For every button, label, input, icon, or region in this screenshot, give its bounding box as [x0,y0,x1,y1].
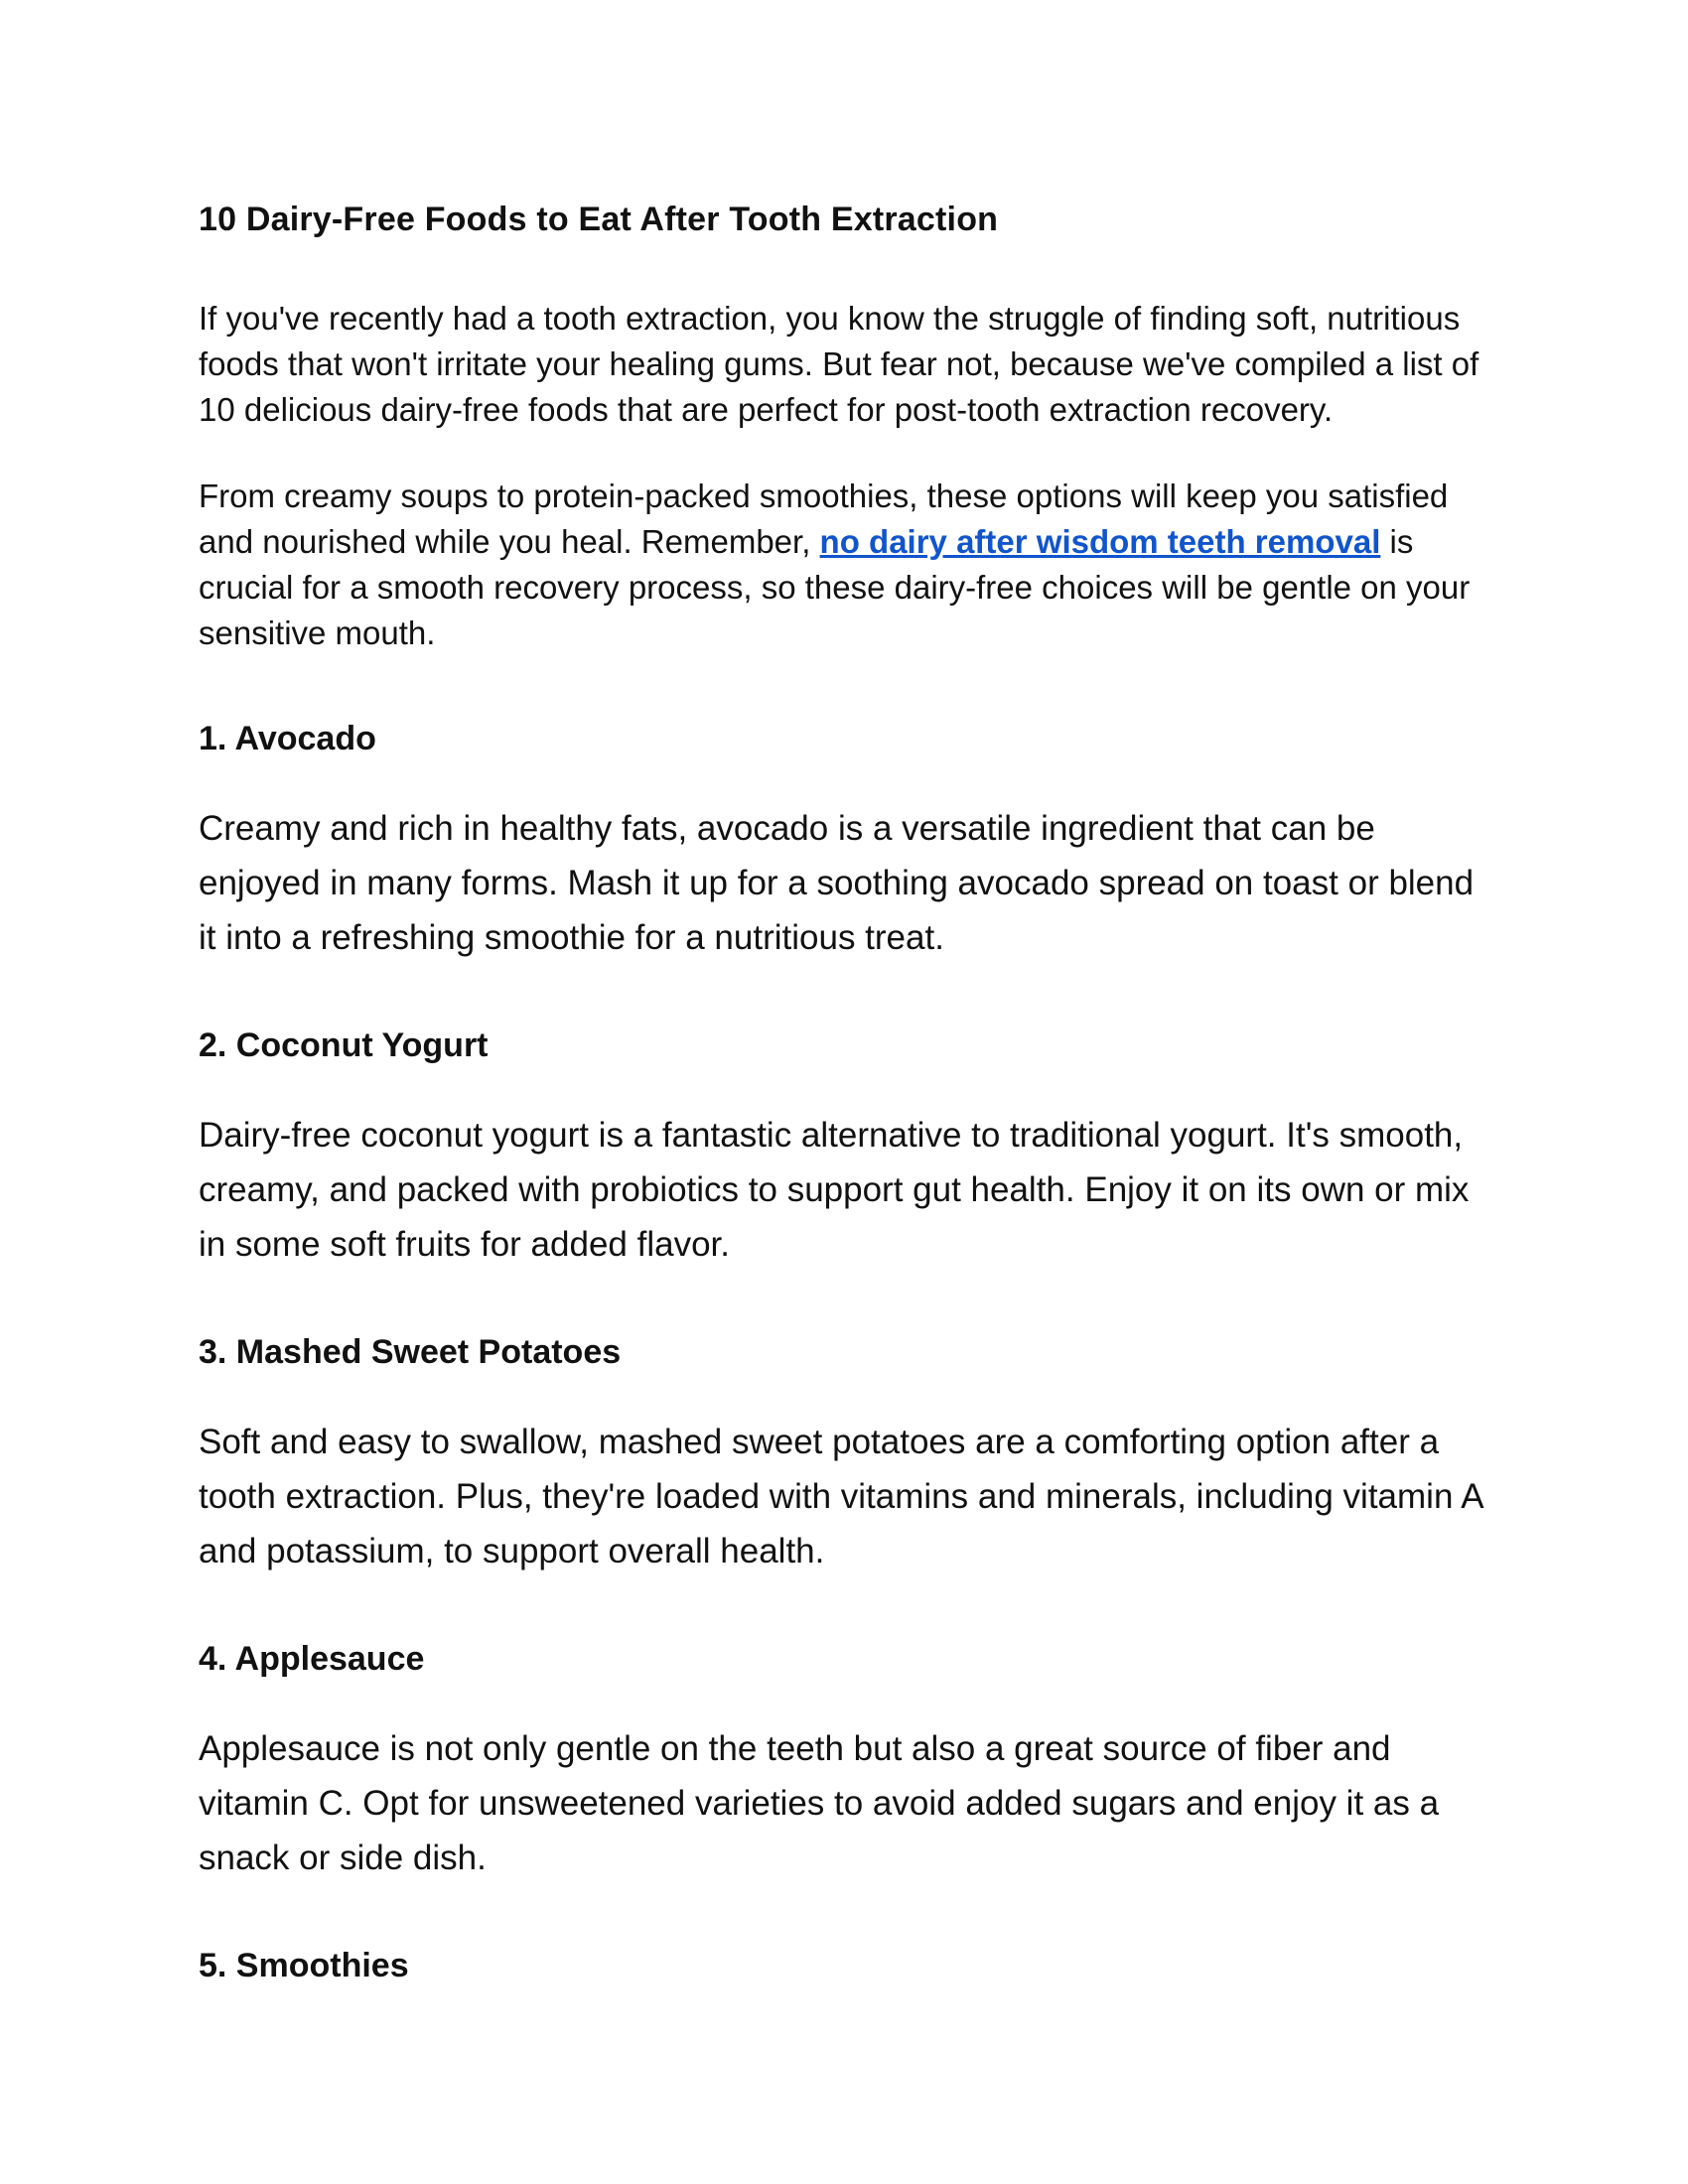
section-heading-smoothies: 5. Smoothies [199,1947,409,1984]
section-heading-avocado: 1. Avocado [199,720,376,757]
section-body-applesauce: Applesauce is not only gentle on the teeth but also a great source of fiber and vitamin C. Opt for unsweetened varieties to avoid added sugars and enjoy it as a snack or side dish. [199,1729,1440,1877]
intro-paragraph-with-link [199,474,1489,656]
document-page [199,199,1489,2028]
section-heading-mashed-sweet-potatoes: 3. Mashed Sweet Potatoes [199,1333,622,1371]
document-title: 10 Dairy-Free Foods to Eat After Tooth Extraction [199,201,999,238]
intro-text-before-link: From creamy soups to protein-packed smoothies, these options will keep you satisfied and nourished while you heal. Remember, [199,478,1449,560]
section-body-avocado: Creamy and rich in healthy fats, avocado is a versatile ingredient that can be enjoyed in many forms. Mash it up for a soothing avocado spread on toast or blend it into a refreshing smoothie for a nutritious treat. [199,809,1475,957]
section-body-mashed-sweet-potatoes: Soft and easy to swallow, mashed sweet potatoes are a comforting option after a tooth extraction. Plus, they're loaded with vitamins and minerals, including vitamin A and potassium, to support overall health. [199,1423,1482,1570]
section-heading-applesauce: 4. Applesauce [199,1640,425,1678]
section-body-coconut-yogurt: Dairy-free coconut yogurt is a fantastic alternative to traditional yogurt. It's smooth, creamy, and packed with probiotics to support gut health. Enjoy it on its own or mix in some soft fruits for added flavor. [199,1116,1470,1264]
intro-paragraph: If you've recently had a tooth extraction, you know the struggle of finding soft, nutritious foods that won't irritate your healing gums. But fear not, because we've compiled a list of 10 delicious dairy-free foods that are perfect for post-tooth extraction recovery. [199,300,1479,428]
intro-text-after-link: is crucial for a smooth recovery process, so these dairy-free choices will be gentle on your sensitive mouth. [199,523,1471,651]
dairy-after-wisdom-teeth-link[interactable]: no dairy after wisdom teeth removal [819,523,1381,560]
section-heading-coconut-yogurt: 2. Coconut Yogurt [199,1026,489,1064]
